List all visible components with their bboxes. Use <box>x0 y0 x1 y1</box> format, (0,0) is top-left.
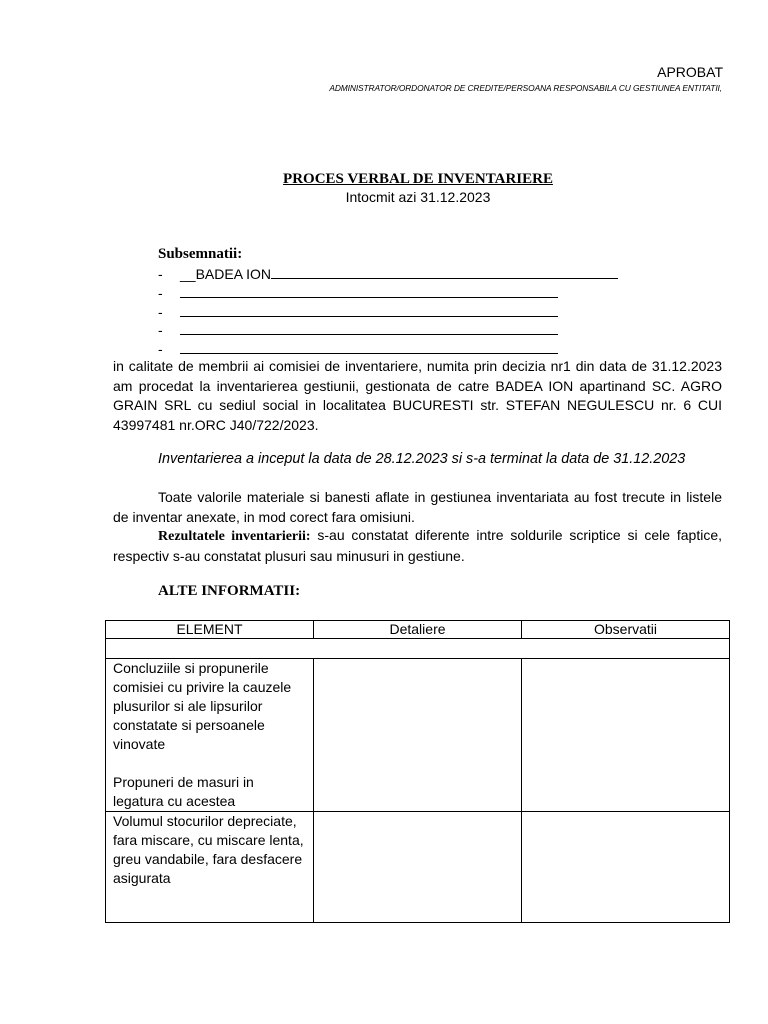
blank-underline <box>180 322 558 335</box>
detaliere-cell[interactable] <box>314 659 522 812</box>
signature-underline <box>271 266 618 279</box>
header-detaliere: Detaliere <box>314 621 522 639</box>
results-label: Rezultatele inventarierii: <box>158 529 311 544</box>
results-text: s-au constatat diferente intre soldurile scriptice si cele faptice, respectiv s-au constatat plusuri sau minusuri in gestiune. <box>113 527 723 564</box>
member-line-4 <box>158 322 558 338</box>
values-paragraph <box>113 488 722 527</box>
observatii-cell[interactable] <box>522 812 730 923</box>
list-dash: - <box>158 341 163 357</box>
list-dash: - <box>158 266 163 282</box>
element-cell <box>106 659 314 812</box>
subsemnatii-heading: Subsemnatii: <box>158 246 243 262</box>
member-line-5 <box>158 341 558 357</box>
list-dash: - <box>158 322 163 338</box>
blank-underline <box>180 341 558 354</box>
observatii-cell[interactable] <box>522 659 730 812</box>
member-line-1 <box>158 266 618 282</box>
alte-informatii-heading: ALTE INFORMATII: <box>158 583 301 599</box>
element-text: Volumul stocurilor depreciate, fara miscare, cu miscare lenta, greu vandabile, fara desfacere asigurata <box>113 813 304 886</box>
commission-paragraph: in calitate de membrii ai comisiei de inventariere, numita prin decizia nr1 din data de 31.12.2023 am procedat la inventarierea gestiunii, gestionata de catre BADEA ION apartinand SC. AGRO GRAIN SRL cu sediul social in localitatea BUCURESTI str. STEFAN NEGULESCU nr. 6 CUI 43997481 nr.ORC J40/722/2023. <box>113 358 722 433</box>
approval-label: APROBAT <box>657 64 723 80</box>
values-text: Toate valorile materiale si banesti aflate in gestiunea inventariata au fost trecute in listele de inventar anexate, in mod corect fara omisiuni. <box>113 489 722 525</box>
info-table <box>105 620 730 923</box>
list-dash: - <box>158 285 163 301</box>
document-title: PROCES VERBAL DE INVENTARIERE <box>283 171 553 187</box>
list-dash: - <box>158 304 163 320</box>
element-text: Concluziile si propunerile comisiei cu privire la cauzele plusurilor si ale lipsurilor constatate si persoanele vinovate <box>113 660 292 752</box>
member-name: __BADEA ION <box>180 266 272 282</box>
inventory-period: Inventarierea a inceput la data de 28.12.2023 si s-a terminat la data de 31.12.2023 <box>158 451 686 467</box>
blank-cell <box>106 639 730 659</box>
detaliere-cell[interactable] <box>314 812 522 923</box>
table-row <box>106 659 730 812</box>
blank-underline <box>180 304 558 317</box>
member-line-3 <box>158 304 558 320</box>
table-row <box>106 812 730 923</box>
element-text: Propuneri de masuri in legatura cu acestea <box>113 774 254 809</box>
member-line-2 <box>158 285 558 301</box>
blank-underline <box>180 285 558 298</box>
date-line: Intocmit azi 31.12.2023 <box>345 189 491 205</box>
element-cell <box>106 812 314 923</box>
table-blank-row <box>106 639 730 659</box>
table-header-row <box>106 621 730 639</box>
header-observatii: Observatii <box>522 621 730 639</box>
header-element: ELEMENT <box>106 621 314 639</box>
approver-title: ADMINISTRATOR/ORDONATOR DE CREDITE/PERSOANA RESPONSABILA CU GESTIUNEA ENTITATII, <box>329 83 722 93</box>
results-paragraph <box>113 526 722 566</box>
